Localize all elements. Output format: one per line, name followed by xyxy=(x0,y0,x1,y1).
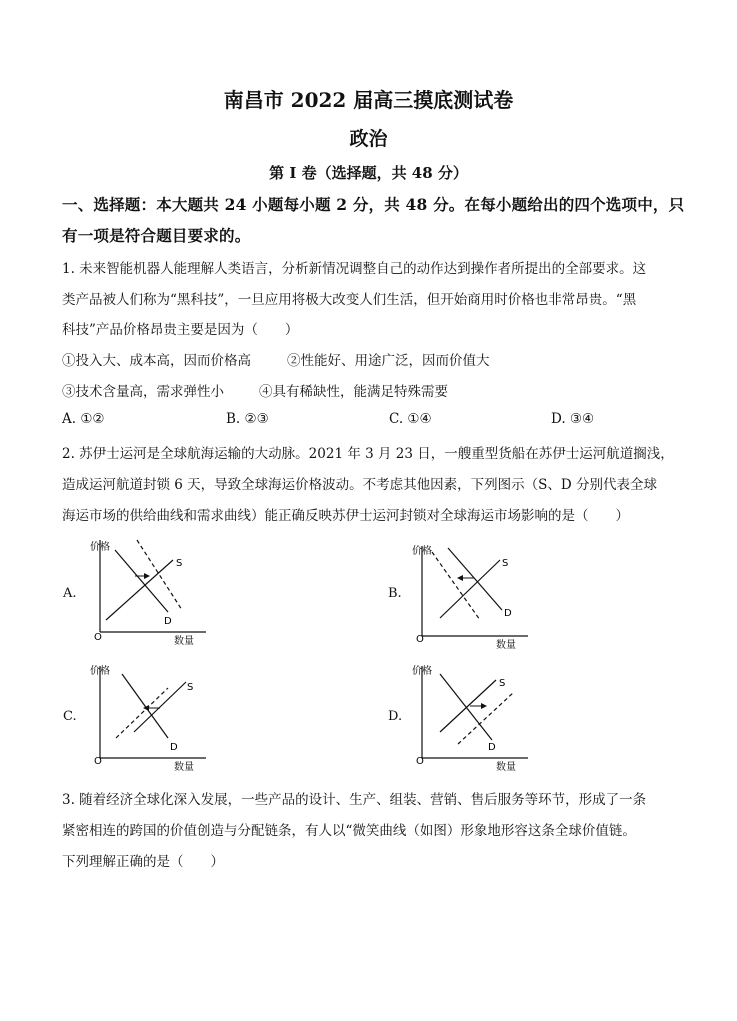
supply-curve xyxy=(106,560,173,620)
q1-item-3: ③技术含量高，需求弹性小 xyxy=(62,384,224,400)
demand-curve xyxy=(440,674,492,740)
demand-curve xyxy=(448,548,502,610)
demand-label: D xyxy=(488,742,496,753)
supply-curve-shifted xyxy=(116,688,168,738)
x-axis-label: 数量 xyxy=(174,762,194,773)
demand-curve xyxy=(115,550,168,612)
demand-label: D xyxy=(504,608,512,619)
instructions-line-2: 有一项是符合题目要求的。 xyxy=(62,226,251,245)
graph-b-svg xyxy=(410,538,535,656)
graph-d-svg xyxy=(410,660,535,778)
q1-item-2: ②性能好、用途广泛，因而价值大 xyxy=(287,353,490,369)
x-axis-label: 数量 xyxy=(496,762,516,773)
subject-title: 政治 xyxy=(349,128,388,150)
q2-line-1: 2. 苏伊士运河是全球航海运输的大动脉。2021 年 3 月 23 日，一艘重型货船在苏伊士运河航道搁浅， xyxy=(62,446,674,462)
graph-b-label[interactable]: B. xyxy=(388,586,402,601)
q1-option-c[interactable]: C. ①④ xyxy=(389,411,432,427)
q1-line-2: 类产品被人们称为“黑科技”，一旦应用将极大改变人们生活，但开始商用时价格也非常昂贵。“黑 xyxy=(62,292,637,308)
origin-label: O xyxy=(416,756,424,767)
graph-c-svg xyxy=(88,660,213,778)
graph-a-svg xyxy=(88,532,213,650)
q1-option-a[interactable]: A. ①② xyxy=(62,411,105,427)
demand-curve-shifted xyxy=(137,540,182,610)
q1-option-d[interactable]: D. ③④ xyxy=(551,411,595,427)
x-axis-label: 数量 xyxy=(496,640,516,651)
q1-line-1: 1. 未来智能机器人能理解人类语言，分析新情况调整自己的动作达到操作者所提出的全部要求。这 xyxy=(62,261,647,277)
supply-label: S xyxy=(502,558,509,569)
q3-line-2: 紧密相连的跨国的价值创造与分配链条，有人以“微笑曲线（如图）形象地形容这条全球价值链。 xyxy=(62,823,636,839)
instructions-line-1: 一、选择题：本大题共 24 小题每小题 2 分，共 48 分。在每小题给出的四个选项中，只 xyxy=(62,195,685,214)
demand-label: D xyxy=(170,742,178,753)
page-title: 南昌市 2022 届高三摸底测试卷 xyxy=(223,88,514,112)
graph-c-label[interactable]: C. xyxy=(63,709,77,724)
supply-label: S xyxy=(176,558,183,569)
origin-label: O xyxy=(94,632,102,643)
graph-d-label[interactable]: D. xyxy=(388,709,403,724)
q1-option-b[interactable]: B. ②③ xyxy=(226,411,269,427)
y-axis-label: 价格 xyxy=(412,546,432,557)
q2-line-2: 造成运河航道封锁 6 天，导致全球海运价格波动。不考虑其他因素，下列图示（S、D 分别代表全球 xyxy=(62,477,658,493)
y-axis-label: 价格 xyxy=(90,666,110,677)
q2-line-3: 海运市场的供给曲线和需求曲线）能正确反映苏伊士运河封锁对全球海运市场影响的是（ ） xyxy=(62,508,629,524)
supply-label: S xyxy=(187,682,194,693)
graph-a-label[interactable]: A. xyxy=(63,586,77,601)
supply-curve xyxy=(440,560,500,618)
y-axis-label: 价格 xyxy=(90,542,110,553)
q3-line-3: 下列理解正确的是（ ） xyxy=(62,854,224,870)
supply-curve xyxy=(134,682,186,732)
part-heading: 第 I 卷（选择题，共 48 分） xyxy=(269,164,468,182)
supply-curve-shifted xyxy=(458,692,514,744)
origin-label: O xyxy=(94,756,102,767)
supply-label: S xyxy=(499,678,506,689)
origin-label: O xyxy=(416,634,424,645)
x-axis-label: 数量 xyxy=(174,636,194,647)
supply-curve xyxy=(440,680,496,732)
q1-item-4: ④具有稀缺性，能满足特殊需要 xyxy=(259,384,448,400)
q1-item-1: ①投入大、成本高，因而价格高 xyxy=(62,353,251,369)
q1-line-3: 科技”产品价格昂贵主要是因为（ ） xyxy=(62,322,299,338)
demand-label: D xyxy=(164,616,172,627)
y-axis-label: 价格 xyxy=(412,666,432,677)
q3-line-1: 3. 随着经济全球化深入发展，一些产品的设计、生产、组装、营销、售后服务等环节，形成了一条 xyxy=(62,792,647,808)
